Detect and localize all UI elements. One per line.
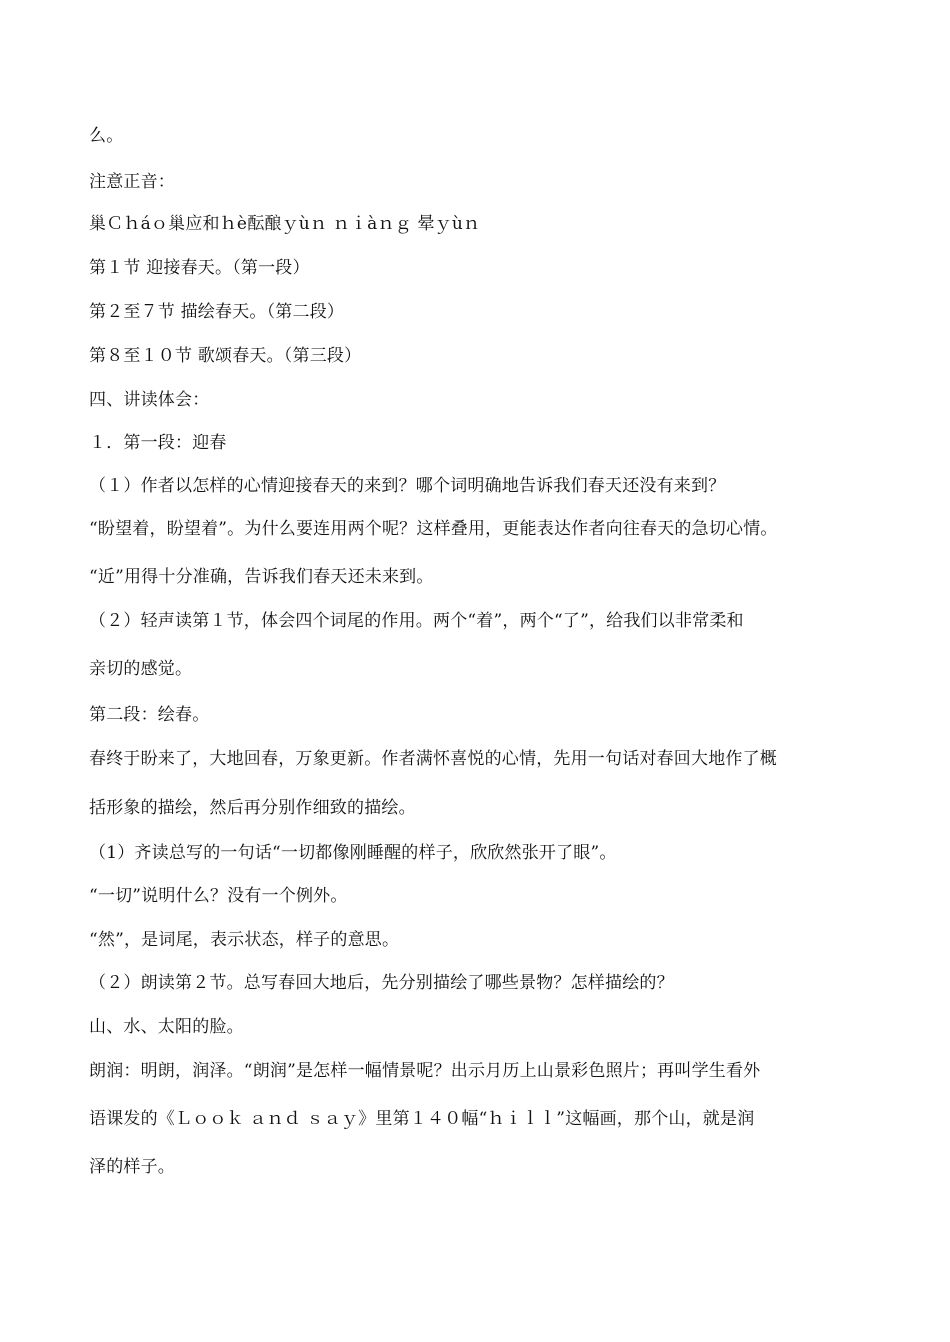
text-line: 春终于盼来了，大地回春，万象更新。作者满怀喜悦的心情，先用一句话对春回大地作了概 bbox=[89, 749, 777, 769]
text-line: 么。 bbox=[89, 126, 124, 146]
text-line: （１）作者以怎样的心情迎接春天的来到？哪个词明确地告诉我们春天还没有来到？ bbox=[89, 476, 726, 496]
text-line: 第２至７节 描绘春天。（第二段） bbox=[89, 302, 345, 322]
text-line: 第１节 迎接春天。（第一段） bbox=[89, 258, 310, 278]
text-line: （1）齐读总写的一句话“一切都像刚睡醒的样子，欣欣然张开了眼”。 bbox=[89, 843, 617, 863]
text-line: 括形象的描绘，然后再分别作细致的描绘。 bbox=[89, 798, 416, 818]
text-line: 巢Ｃｈáｏ巢应和ｈè酝酿ｙùｎ ｎｉàｎｇ 晕ｙùｎ bbox=[89, 214, 481, 234]
text-line: 山、水、太阳的脸。 bbox=[89, 1017, 244, 1037]
text-line: 第二段：绘春。 bbox=[89, 705, 210, 725]
text-line: １．第一段：迎春 bbox=[89, 433, 227, 453]
text-line: 四、讲读体会： bbox=[89, 390, 210, 410]
text-line: 亲切的感觉。 bbox=[89, 659, 193, 679]
text-line: 朗润：明朗，润泽。“朗润”是怎样一幅情景呢？出示月历上山景彩色照片；再叫学生看外 bbox=[89, 1061, 761, 1081]
text-line: 语课发的《Ｌｏｏｋ ａｎｄ ｓａｙ》里第１４０幅“ｈｉｌｌ”这幅画，那个山，就是润 bbox=[89, 1109, 755, 1129]
text-line: “近”用得十分准确，告诉我们春天还未来到。 bbox=[89, 567, 434, 587]
text-line: 第８至１０节 歌颂春天。（第三段） bbox=[89, 346, 362, 366]
text-line: “盼望着，盼望着”。为什么要连用两个呢？这样叠用，更能表达作者向往春天的急切心情。 bbox=[89, 519, 778, 539]
text-line: 泽的样子。 bbox=[89, 1157, 175, 1177]
text-line: （２）轻声读第１节，体会四个词尾的作用。两个“着”，两个“了”，给我们以非常柔和 bbox=[89, 611, 744, 631]
text-line: “然”，是词尾，表示状态，样子的意思。 bbox=[89, 930, 400, 950]
text-line: “一切”说明什么？没有一个例外。 bbox=[89, 886, 348, 906]
text-line: （２）朗读第２节。总写春回大地后，先分别描绘了哪些景物？怎样描绘的？ bbox=[89, 973, 674, 993]
text-line: 注意正音： bbox=[89, 172, 175, 192]
